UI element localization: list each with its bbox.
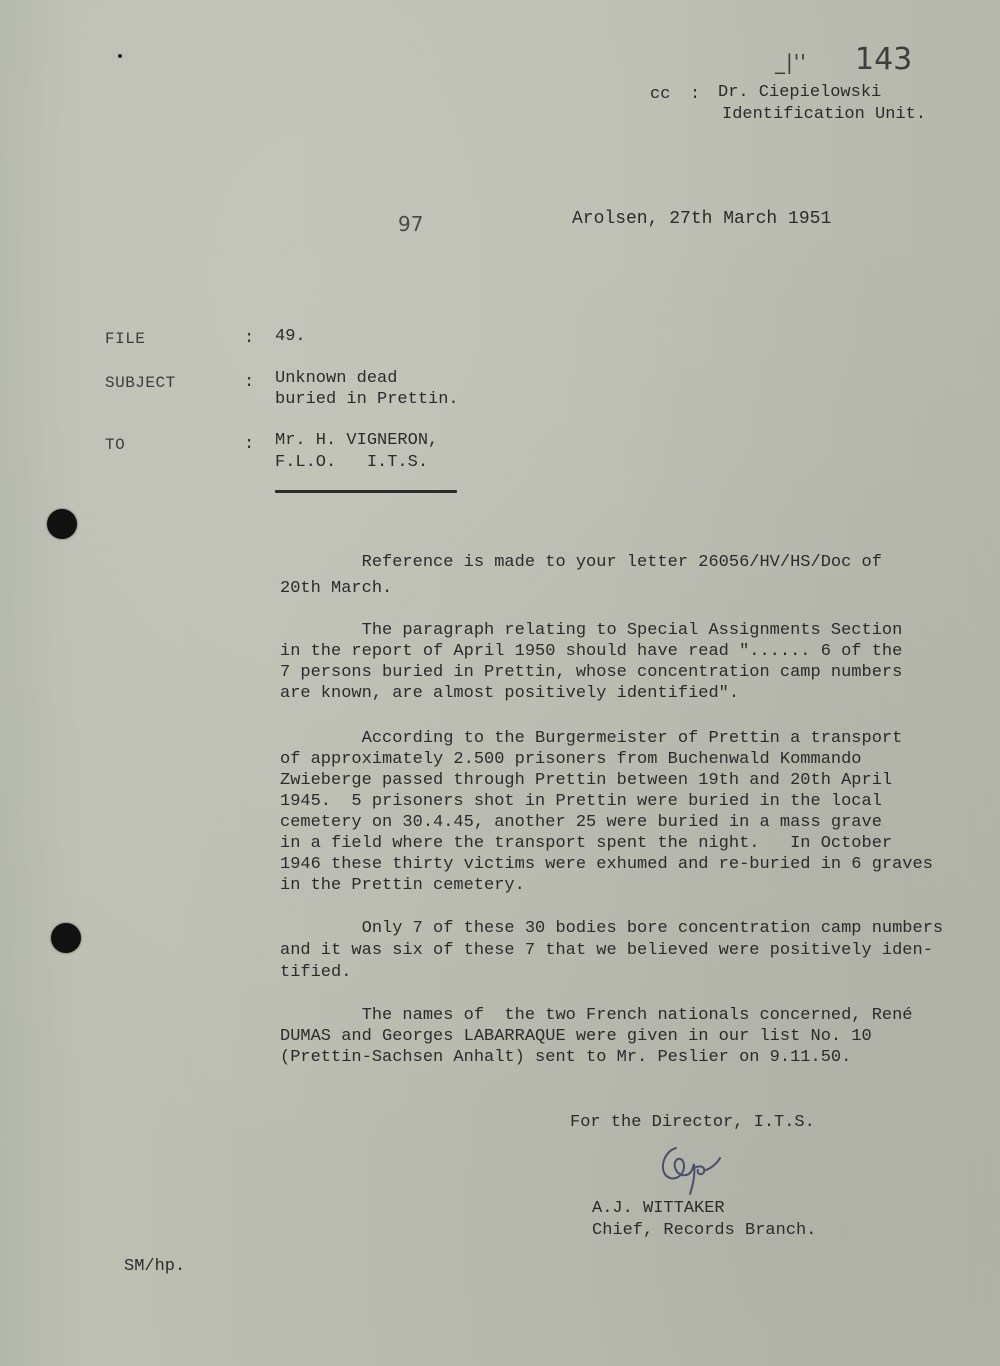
signatory-title: Chief, Records Branch.: [592, 1221, 817, 1240]
paragraph-3-line-3: Zwieberge passed through Prettin between 19th and 20th April: [280, 771, 893, 790]
stamp-mark: _|'': [775, 50, 807, 74]
paragraph-3-line-7: 1946 these thirty victims were exhumed and re-buried in 6 graves: [280, 855, 933, 874]
signatory-name: A.J. WITTAKER: [592, 1199, 725, 1218]
punch-hole-upper: [47, 509, 77, 539]
paragraph-2-line-1: The paragraph relating to Special Assignments Section: [280, 621, 903, 640]
punch-hole-lower: [51, 923, 81, 953]
file-label: FILE: [105, 330, 146, 348]
paragraph-4-line-1: Only 7 of these 30 bodies bore concentration camp numbers: [280, 919, 944, 938]
subject-value-line2: buried in Prettin.: [275, 390, 459, 409]
paragraph-3-line-4: 1945. 5 prisoners shot in Prettin were buried in the local: [280, 792, 882, 811]
paragraph-2-line-3: 7 persons buried in Prettin, whose concentration camp numbers: [280, 663, 903, 682]
to-label: TO: [105, 436, 126, 454]
cc-colon: :: [690, 85, 701, 104]
to-colon: :: [244, 435, 255, 454]
subject-colon: :: [244, 373, 255, 392]
reference-number: 97: [398, 212, 424, 236]
cc-label: cc: [650, 85, 671, 104]
paragraph-5-line-1: The names of the two French nationals concerned, René: [280, 1006, 913, 1025]
folio-number: 143: [855, 42, 913, 77]
handwritten-signature: [648, 1140, 738, 1202]
paragraph-2-line-4: are known, are almost positively identified".: [280, 684, 740, 703]
header-divider: [275, 490, 457, 493]
paragraph-5-line-2: DUMAS and Georges LABARRAQUE were given in our list No. 10: [280, 1027, 872, 1046]
paragraph-4-line-2: and it was six of these 7 that we believed were positively iden-: [280, 941, 933, 960]
paragraph-5-line-3: (Prettin-Sachsen Anhalt) sent to Mr. Peslier on 9.11.50.: [280, 1048, 852, 1067]
paragraph-3-line-8: in the Prettin cemetery.: [280, 876, 525, 895]
cc-recipient: Dr. Ciepielowski: [718, 83, 882, 102]
to-value-line1: Mr. H. VIGNERON,: [275, 431, 439, 450]
to-value-line2: F.L.O. I.T.S.: [275, 453, 429, 472]
file-colon: :: [244, 329, 255, 348]
file-value: 49.: [275, 327, 306, 346]
typist-initials: SM/hp.: [124, 1257, 186, 1276]
paragraph-1-line-1: Reference is made to your letter 26056/HV/HS/Doc of: [280, 553, 882, 572]
cc-unit: Identification Unit.: [722, 105, 927, 124]
paragraph-3-line-2: of approximately 2.500 prisoners from Buchenwald Kommando: [280, 750, 862, 769]
paragraph-2-line-2: in the report of April 1950 should have read "...... 6 of the: [280, 642, 903, 661]
paragraph-3-line-1: According to the Burgermeister of Prettin a transport: [280, 729, 903, 748]
paragraph-3-line-6: in a field where the transport spent the night. In October: [280, 834, 893, 853]
signature-for-line: For the Director, I.T.S.: [570, 1113, 815, 1132]
subject-label: SUBJECT: [105, 374, 176, 392]
paragraph-3-line-5: cemetery on 30.4.45, another 25 were buried in a mass grave: [280, 813, 882, 832]
paper-speck: [118, 54, 122, 58]
paragraph-1-line-2: 20th March.: [280, 579, 393, 598]
subject-value-line1: Unknown dead: [275, 369, 398, 388]
paragraph-4-line-3: tified.: [280, 963, 352, 982]
date-line: Arolsen, 27th March 1951: [572, 209, 832, 229]
